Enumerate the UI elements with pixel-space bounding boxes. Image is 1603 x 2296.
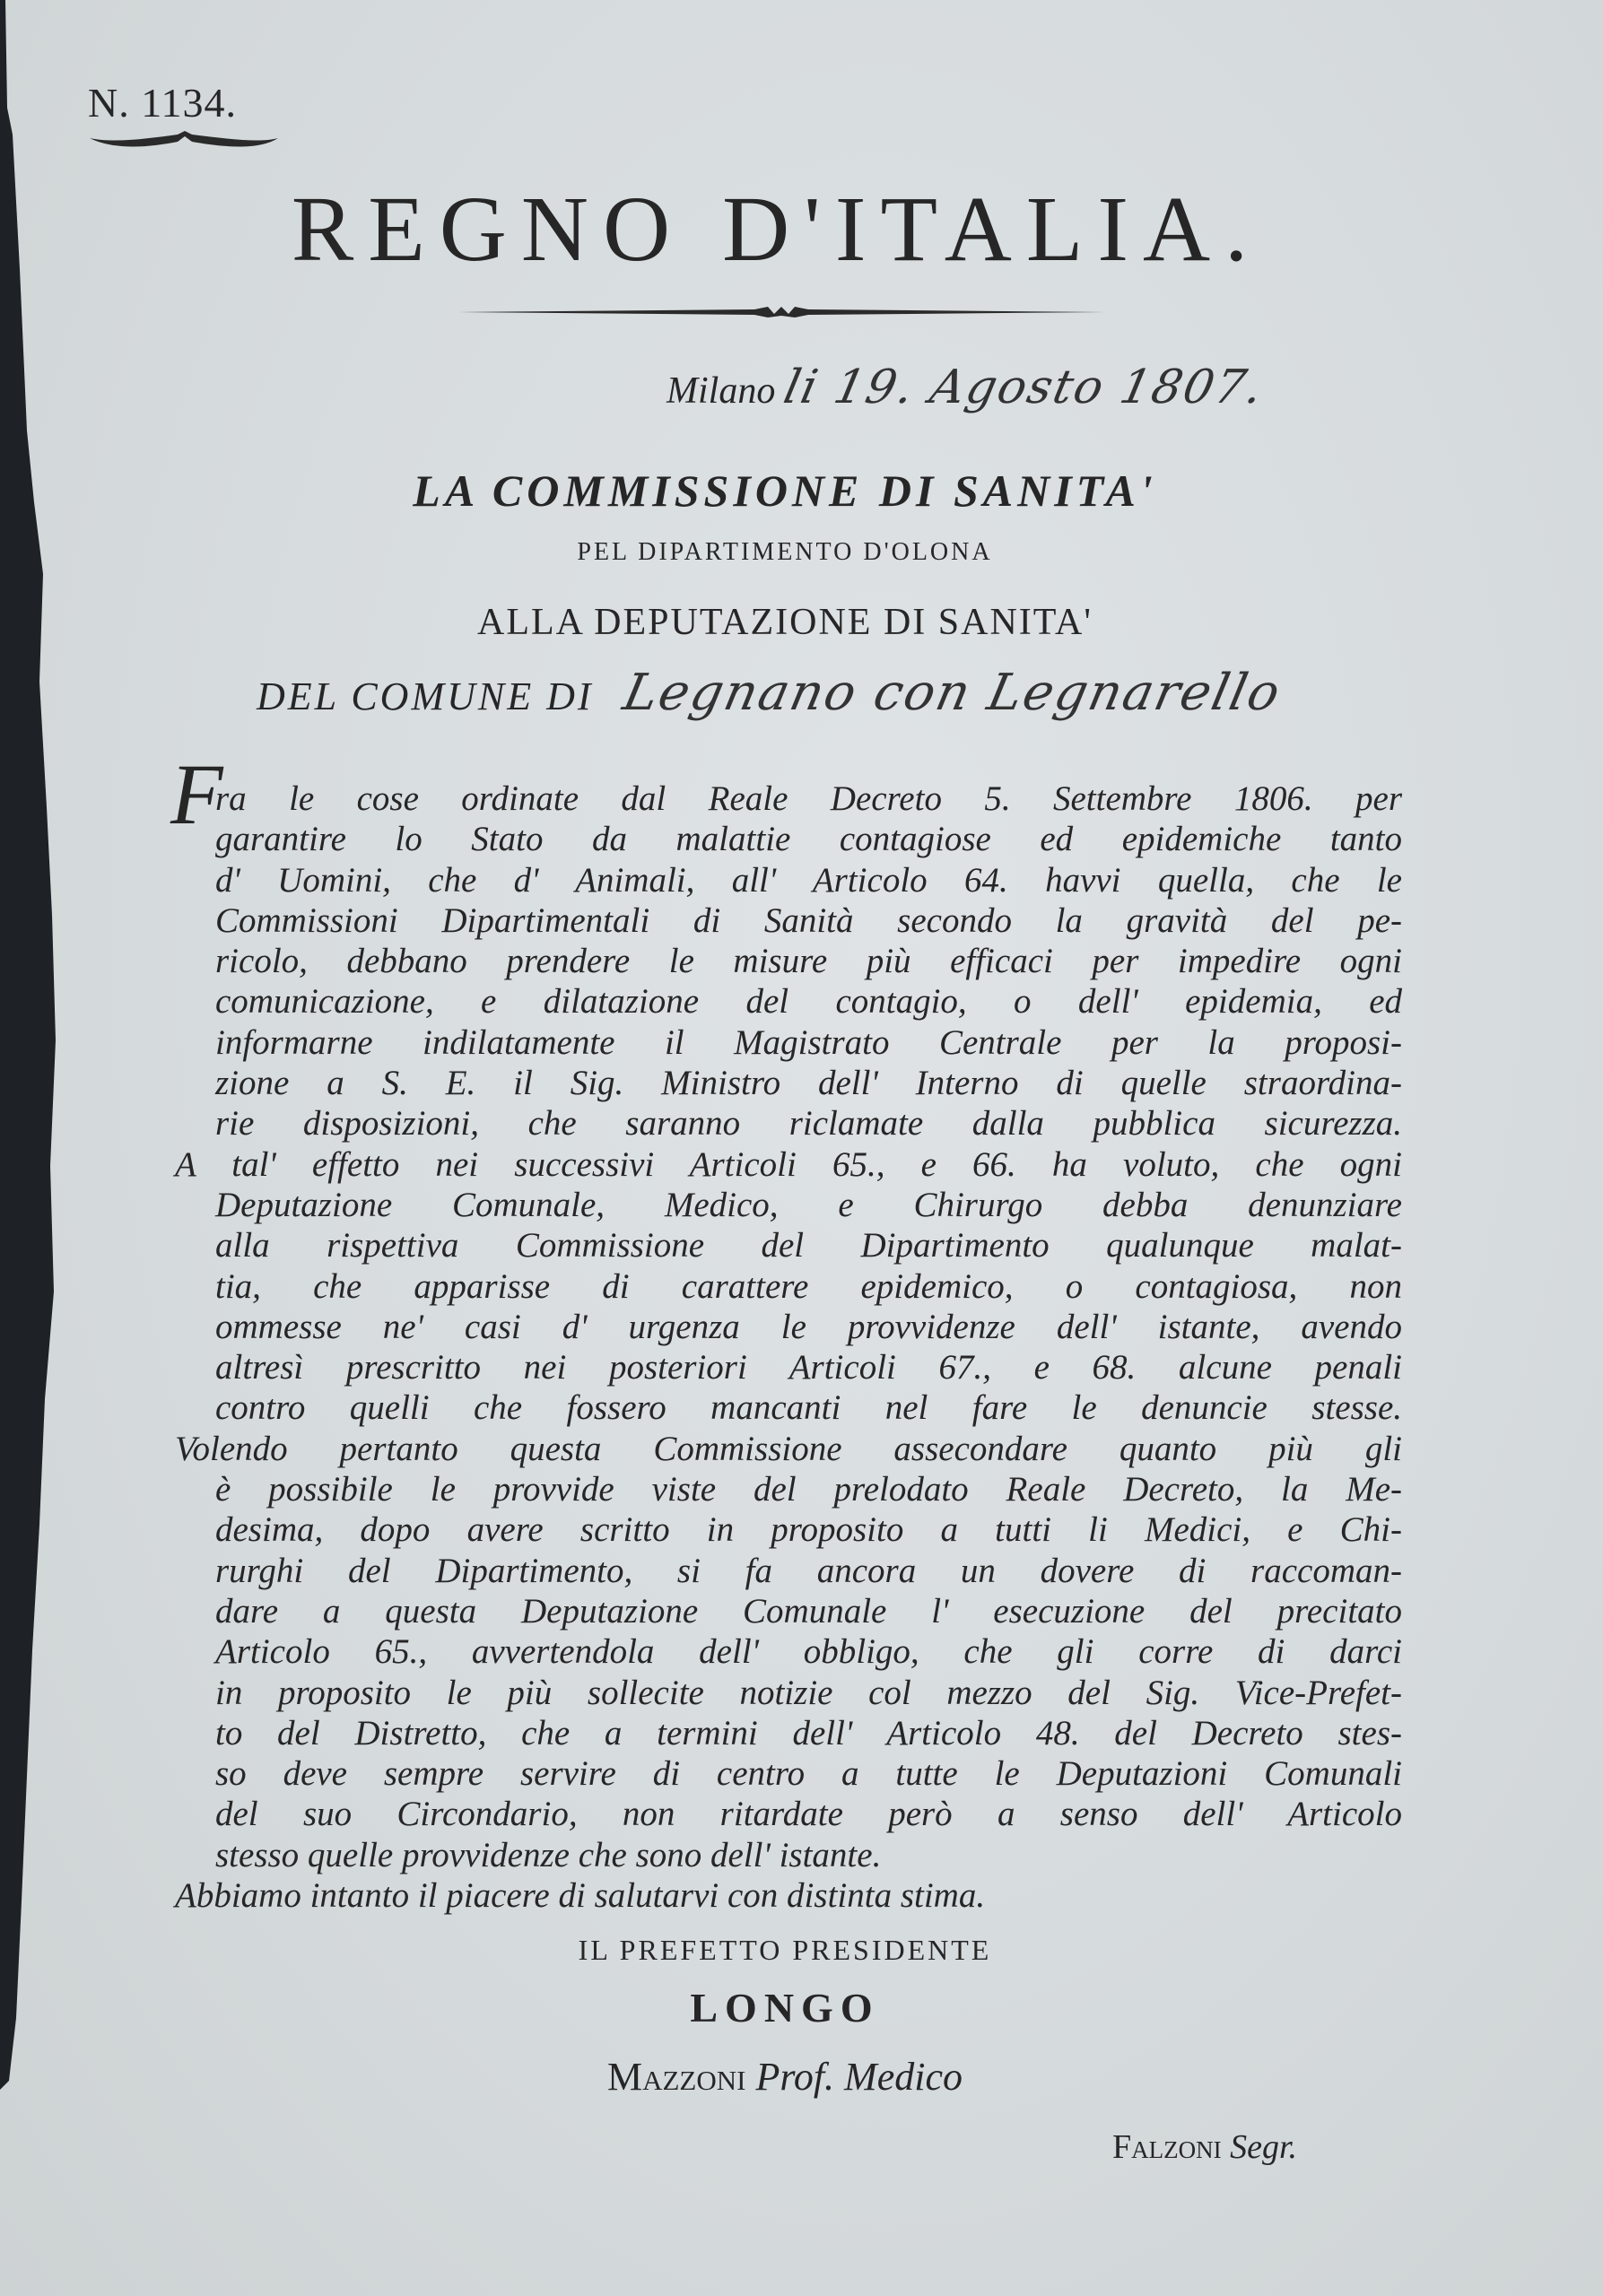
body-line: rurghi del Dipartimento, si fa ancora un dovere di raccoman- (215, 1551, 1402, 1590)
body-line: dare a questa Deputazione Comunale l' esecuzione del precitato (215, 1591, 1402, 1631)
body-line: Volendo pertanto questa Commissione assecondare quanto più gli (175, 1429, 1402, 1468)
cosigner-role: Prof. Medico (755, 2055, 963, 2099)
secretary-role: Segr. (1230, 2128, 1298, 2166)
document-body (175, 778, 1402, 1916)
signature-name: LONGO (690, 1985, 880, 2031)
body-line: Articolo 65., avvertendola dell' obbligo, che gli corre di darci (215, 1632, 1402, 1672)
body-line: informarne indilatamente il Magistrato Centrale per la proposi- (215, 1022, 1402, 1062)
ornament-rule-icon (458, 301, 1104, 323)
comune-line (257, 664, 1286, 722)
handwritten-date: li 19. Agosto 1807. (779, 361, 1269, 414)
cosigner-name: Mazzoni (606, 2055, 746, 2099)
body-line: Abbiamo intanto il piacere di salutarvi con distinta stima. (175, 1876, 986, 1916)
body-line: garantire lo Stato da malattie contagiose ed epidemiche tanto (215, 820, 1402, 859)
recipient-heading: ALLA DEPUTAZIONE DI SANITA' (477, 602, 1093, 643)
body-line: ra le cose ordinate dal Reale Decreto 5. Settembre 1806. per (215, 779, 1402, 818)
body-line: Commissioni Dipartimentali di Sanità secondo la gravità del pe- (215, 900, 1402, 940)
body-line: tia, che apparisse di carattere epidemico, o contagiosa, non (215, 1266, 1402, 1306)
body-line: rie disposizioni, che saranno riclamate dalla pubblica sicurezza. (215, 1104, 1402, 1144)
body-line: alla rispettiva Commissione del Dipartimento qualunque malat- (215, 1226, 1402, 1265)
body-line: ommesse ne' casi d' urgenza le provvidenze dell' istante, avendo (215, 1307, 1402, 1346)
body-line: altresì prescritto nei posteriori Articoli 67., e 68. alcune penali (215, 1348, 1402, 1387)
place-name: Milano (666, 370, 776, 412)
handwritten-comune: Legnano con Legnarello (617, 664, 1286, 722)
place-date-line (666, 361, 1269, 414)
department-heading: PEL DIPARTIMENTO D'OLONA (577, 538, 993, 566)
ornament-flourish-icon (88, 131, 281, 152)
issuer-heading: LA COMMISSIONE DI SANITA' (413, 465, 1157, 516)
body-line: Deputazione Comunale, Medico, e Chirurgo debba denunziare (215, 1185, 1402, 1224)
body-line: ricolo, debbano prendere le misure più efficaci per impedire ogni (215, 942, 1402, 981)
body-line: del suo Circondario, non ritardate però a senso dell' Articolo (215, 1795, 1402, 1834)
document-number: N. 1134. (88, 80, 238, 126)
body-line: desima, dopo avere scritto in proposito a tutti li Medici, e Chi- (215, 1510, 1402, 1550)
body-line: in proposito le più sollecite notizie col mezzo del Sig. Vice-Prefet- (215, 1673, 1402, 1712)
secretary-line (1112, 2127, 1297, 2167)
body-line: so deve sempre servire di centro a tutte le Deputazioni Comunali (215, 1754, 1402, 1794)
body-line: è possibile le provvide viste del prelodato Reale Decreto, la Me- (215, 1470, 1402, 1509)
body-line: zione a S. E. il Sig. Ministro dell' Interno di quelle straordina- (215, 1064, 1402, 1103)
comune-label: DEL COMUNE DI (257, 674, 594, 718)
body-line: contro quelli che fossero mancanti nel fare le denuncie stesse. (215, 1388, 1402, 1428)
body-line: A tal' effetto nei successivi Articoli 65., e 66. ha voluto, che ogni (175, 1144, 1402, 1184)
secretary-name: Falzoni (1112, 2128, 1222, 2166)
body-line: stesso quelle provvidenze che sono dell' istante. (215, 1835, 882, 1874)
body-line: comunicazione, e dilatazione del contagio, o dell' epidemia, ed (215, 982, 1402, 1022)
drop-cap: F (170, 746, 223, 842)
page-title: REGNO D'ITALIA. (291, 178, 1263, 281)
torn-left-edge (0, 0, 81, 2296)
body-line: d' Uomini, che d' Animali, all' Articolo 64. havvi quella, che le (215, 860, 1402, 900)
signature-title: IL PREFETTO PRESIDENTE (578, 1934, 992, 1966)
cosigner-line (269, 2054, 1301, 2100)
body-line: to del Distretto, che a termini dell' Articolo 48. del Decreto stes- (215, 1713, 1402, 1752)
